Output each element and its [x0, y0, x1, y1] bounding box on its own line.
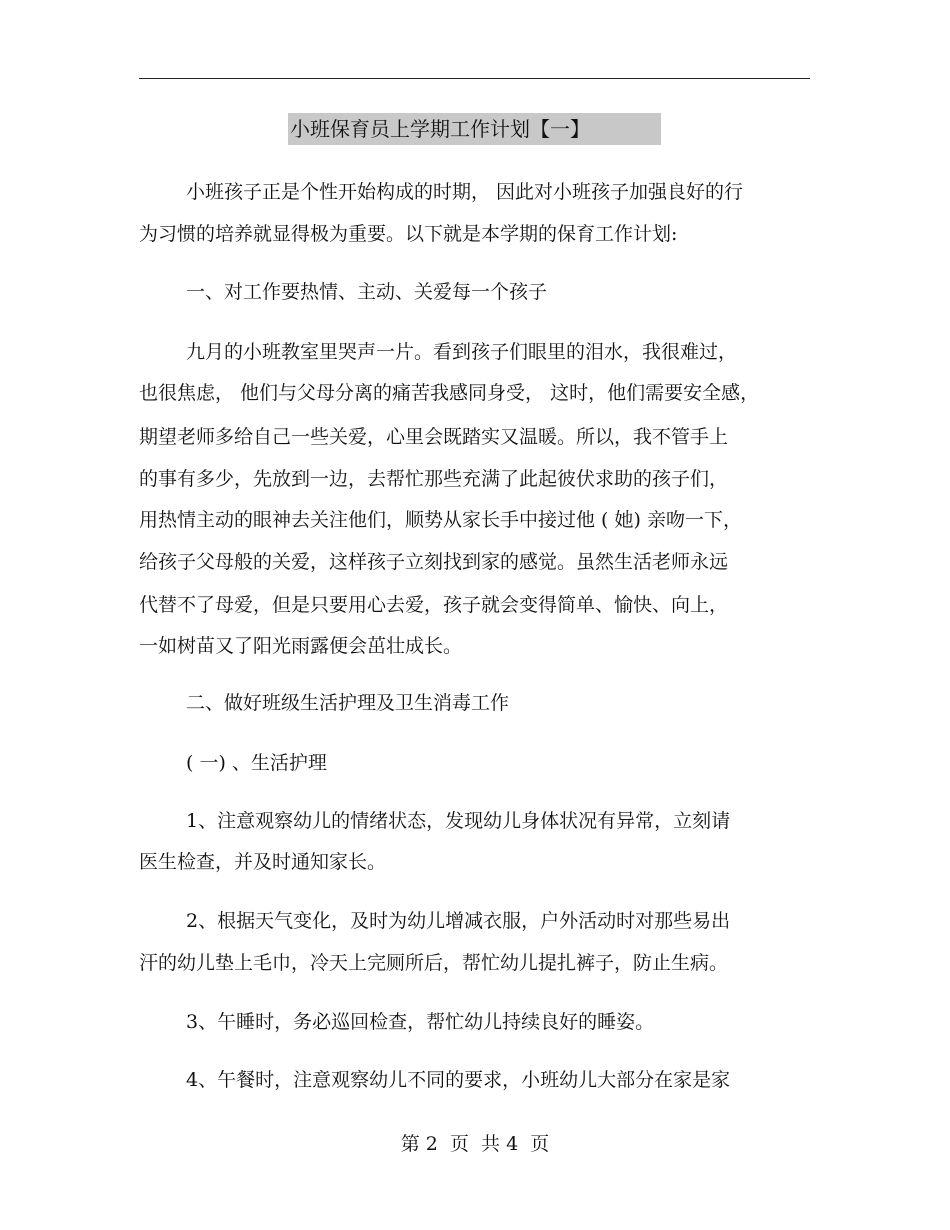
paragraph-line: 的事有多少，先放到一边，去帮忙那些充满了此起彼伏求助的孩子们， — [139, 468, 729, 490]
list-item-line: 医生检查，并及时通知家长。 — [139, 851, 387, 873]
paragraph-line: 用热情主动的眼神去关注他们，顺势从家长手中接过他 ( 她) 亲吻一下， — [139, 509, 742, 531]
paragraph-line: 期望老师多给自己一些关爱，心里会既踏实又温暖。所以，我不管手上 — [139, 426, 729, 448]
list-item-line: 2、根据天气变化，及时为幼儿增减衣服，户外活动时对那些易出 — [186, 910, 731, 932]
paragraph-line: 也很焦虑， 他们与父母分离的痛苦我感同身受， 这时，他们需要安全感， — [139, 382, 760, 404]
paragraph-line: 为习惯的培养就显得极为重要。以下就是本学期的保育工作计划: — [139, 223, 678, 245]
document-title: 小班保育员上学期工作计划【一】 — [288, 113, 661, 145]
paragraph-line: 代替不了母爱，但是只要用心去爱，孩子就会变得简单、愉快、向上， — [139, 594, 729, 616]
page-footer: 第 2 页 共 4 页 — [400, 1133, 550, 1155]
list-item-line: 4、午餐时，注意观察幼儿不同的要求，小班幼儿大部分在家是家 — [186, 1069, 731, 1091]
list-item-line: 3、午睡时，务必巡回检查，帮忙幼儿持续良好的睡姿。 — [186, 1011, 655, 1033]
list-item-line: 1、注意观察幼儿的情绪状态，发现幼儿身体状况有异常，立刻请 — [186, 810, 731, 832]
subsection-heading: ( 一) 、生活护理 — [186, 752, 327, 774]
paragraph-line: 小班孩子正是个性开始构成的时期， 因此对小班孩子加强良好的行 — [186, 181, 744, 203]
header-rule — [139, 78, 810, 79]
list-item-line: 汗的幼儿垫上毛巾，冷天上完厕所后，帮忙幼儿提扎裤子，防止生病。 — [139, 952, 729, 974]
section-heading: 一、对工作要热情、主动、关爱每一个孩子 — [186, 281, 548, 303]
section-heading: 二、做好班级生活护理及卫生消毒工作 — [186, 692, 510, 714]
paragraph-line: 一如树苗又了阳光雨露便会茁壮成长。 — [139, 635, 463, 657]
paragraph-line: 给孩子父母般的关爱，这样孩子立刻找到家的感觉。虽然生活老师永远 — [139, 551, 729, 573]
paragraph-line: 九月的小班教室里哭声一片。看到孩子们眼里的泪水，我很难过， — [186, 341, 738, 363]
